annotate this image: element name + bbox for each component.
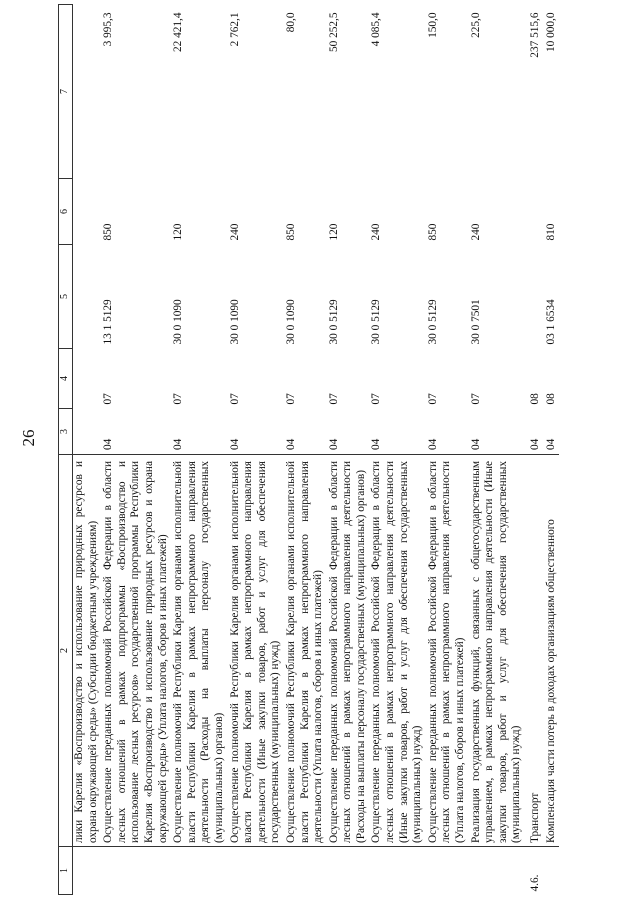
expense-type-code: 850	[102, 223, 115, 241]
table-row	[228, 5, 284, 895]
row-description: Компенсация части потерь в доходах организациям общественного	[544, 455, 560, 847]
target-article-code: 30 0 1090	[172, 299, 185, 345]
expense-type-code	[525, 179, 544, 245]
amount: 237 515,6	[529, 12, 541, 58]
target-article-code	[525, 245, 544, 349]
expense-type-code: 120	[172, 223, 185, 241]
table-row	[101, 5, 171, 895]
row-description: лики Карелия «Воспроизводство и использование природных ресурсов и охрана окружающей среды» (Субсидии бюджетным учреждениям)	[73, 455, 102, 847]
target-article-code: 30 0 1090	[228, 299, 241, 345]
subsection-code	[73, 349, 102, 409]
amount: 150,0	[426, 12, 439, 38]
table-header-row	[59, 5, 73, 895]
row-number: 4.6.	[529, 874, 541, 892]
subsection-code: 07	[370, 393, 383, 405]
subsection-code: 07	[172, 393, 185, 405]
table-row	[73, 5, 102, 895]
table-row	[369, 5, 425, 895]
amount: 3 995,3	[102, 12, 115, 47]
table-row	[327, 5, 370, 895]
amount: 4 085,4	[370, 12, 383, 47]
section-code: 04	[327, 438, 340, 450]
expense-type-code: 810	[544, 223, 557, 241]
subsection-code: 07	[228, 393, 241, 405]
row-description: Осуществление переданных полномочий Российской Федерации в области лесных отношений в рамках непрограммного направления деятельности (Уплата налогов, сборов и иных платежей)	[426, 455, 469, 847]
subsection-code: 07	[102, 393, 115, 405]
target-article-code: 03 1 6534	[544, 299, 557, 345]
target-article-code: 13 1 5129	[102, 299, 115, 345]
table-body	[73, 5, 560, 895]
subsection-code: 08	[529, 393, 541, 405]
expense-type-code: 850	[426, 223, 439, 241]
expense-type-code	[73, 179, 102, 245]
table-row	[171, 5, 227, 895]
row-number	[73, 847, 102, 895]
target-article-code: 30 0 1090	[284, 299, 297, 345]
amount	[73, 5, 102, 179]
section-code: 04	[426, 438, 439, 450]
row-description: Осуществление полномочий Республики Карелия органами исполнительной власти Республики Карелия в рамках непрограммного направления деятельности (Иные закупки товаров, работ и услуг для обеспечения государственных (муниципальных) нужд)	[228, 455, 284, 847]
amount: 10 000,0	[544, 12, 557, 53]
row-description: Осуществление полномочий Республики Карелия органами исполнительной власти Республики Карелия в рамках непрограммного направления деятельности (Уплата налогов, сборов и иных платежей)	[284, 455, 327, 847]
section-code: 04	[370, 438, 383, 450]
section-code	[73, 409, 102, 455]
row-number	[544, 847, 560, 895]
row-number	[284, 847, 327, 895]
section-code: 04	[529, 438, 541, 450]
table-row	[469, 5, 525, 895]
subsection-code: 07	[284, 393, 297, 405]
expense-type-code: 240	[469, 223, 482, 241]
subsection-code: 07	[327, 393, 340, 405]
row-number	[228, 847, 284, 895]
target-article-code: 30 0 5129	[426, 299, 439, 345]
row-description: Осуществление переданных полномочий Российской Федерации в области лесных отношений в рамках непрограммного направления деятельности (Расходы на выплаты персоналу государственных (муниципальных) органов)	[327, 455, 370, 847]
column-header-4: 4	[59, 349, 73, 409]
target-article-code: 30 0 7501	[469, 299, 482, 345]
row-number	[469, 847, 525, 895]
budget-table	[58, 4, 559, 895]
row-number	[426, 847, 469, 895]
section-code: 04	[469, 438, 482, 450]
column-header-3: 3	[59, 409, 73, 455]
table-row	[525, 5, 544, 895]
amount: 225,0	[469, 12, 482, 38]
amount: 50 252,5	[327, 12, 340, 53]
amount: 80,0	[284, 12, 297, 33]
page-number: 26	[19, 429, 38, 447]
expense-type-code: 120	[327, 223, 340, 241]
target-article-code: 30 0 5129	[370, 299, 383, 345]
amount: 2 762,1	[228, 12, 241, 47]
expense-type-code: 240	[370, 223, 383, 241]
table-row	[426, 5, 469, 895]
column-header-5: 5	[59, 245, 73, 349]
row-description: Транспорт	[525, 455, 544, 847]
column-header-7: 7	[59, 5, 73, 179]
column-header-2: 2	[59, 455, 73, 847]
section-code: 04	[172, 438, 185, 450]
target-article-code: 30 0 5129	[327, 299, 340, 345]
section-code: 04	[284, 438, 297, 450]
row-number	[327, 847, 370, 895]
expense-type-code: 240	[228, 223, 241, 241]
subsection-code: 08	[544, 393, 557, 405]
row-description: Реализация государственных функций, связанных с общегосударственным управлением, в рамках непрограммного направления деятельности (Иные закупки товаров, работ и услуг для обеспечения государственных (муниципальных) нужд)	[469, 455, 525, 847]
target-article-code	[73, 245, 102, 349]
section-code: 04	[102, 438, 115, 450]
section-code: 04	[544, 438, 557, 450]
row-number	[369, 847, 425, 895]
subsection-code: 07	[426, 393, 439, 405]
table-row	[284, 5, 327, 895]
budget-table-sheet	[58, 5, 598, 895]
table-row	[544, 5, 560, 895]
row-description: Осуществление полномочий Республики Карелия органами исполнительной власти Республики Карелия в рамках непрограммного направления деятельности (Расходы на выплаты персоналу государственных (муниципальных) органов)	[171, 455, 227, 847]
table-header	[59, 5, 73, 895]
row-description: Осуществление переданных полномочий Российской Федерации в области лесных отношений в рамках непрограммного направления деятельности (Иные закупки товаров, работ и услуг для обеспечения государственных (муниципальных) нужд)	[369, 455, 425, 847]
row-description: Осуществление переданных полномочий Российской Федерации в области лесных отношений в рамках подпрограммы «Воспроизводство и использование лесных ресурсов» государственной программы Республики Карелия «Воспроизводство и использование природных ресурсов и охрана окружающей среды» (Уплата налогов, сборов и иных платежей)	[101, 455, 171, 847]
expense-type-code: 850	[284, 223, 297, 241]
column-header-6: 6	[59, 179, 73, 245]
amount: 22 421,4	[172, 12, 185, 53]
row-number	[171, 847, 227, 895]
section-code: 04	[228, 438, 241, 450]
row-number	[101, 847, 171, 895]
column-header-1: 1	[59, 847, 73, 895]
subsection-code: 07	[469, 393, 482, 405]
